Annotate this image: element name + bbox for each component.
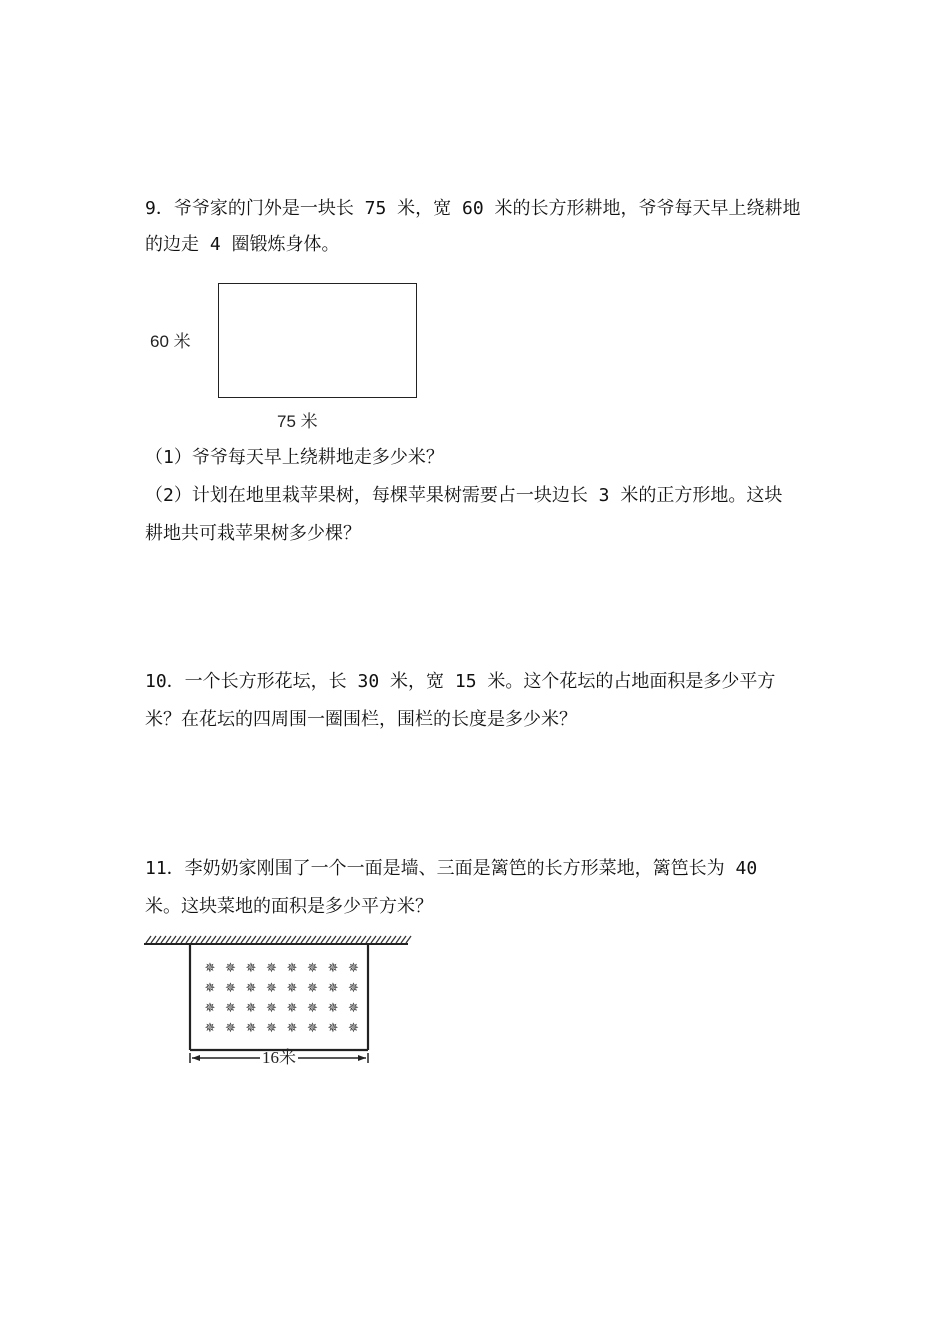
q11-dimension-label: 16米 <box>262 1048 296 1065</box>
wall-hatching <box>144 936 411 944</box>
vegetable-icon: ✵ <box>286 981 298 996</box>
fence-outline <box>190 944 368 1050</box>
wall-hatch-mark <box>146 936 151 943</box>
q9-subquestion-1: （1）爷爷每天早上绕耕地走多少米？ <box>145 447 444 468</box>
wall-hatch-mark <box>176 936 181 943</box>
vegetable-icon: ✵ <box>266 981 277 996</box>
vegetable-icon: ✵ <box>245 1001 257 1016</box>
wall-hatch-mark <box>211 936 216 943</box>
wall-hatch-mark <box>341 936 346 943</box>
wall-hatch-mark <box>291 936 296 943</box>
wall-hatch-mark <box>381 936 386 943</box>
wall-hatch-mark <box>191 936 196 943</box>
vegetable-icon: ✵ <box>348 1021 359 1036</box>
wall-hatch-mark <box>181 936 186 943</box>
vegetable-icon: ✵ <box>225 981 236 996</box>
wall-hatch-mark <box>311 936 316 943</box>
wall-hatch-mark <box>346 936 351 943</box>
wall-hatch-mark <box>321 936 326 943</box>
wall-hatch-mark <box>231 936 236 943</box>
q9-farmland-rectangle <box>218 283 417 398</box>
vegetable-icon: ✵ <box>348 961 359 976</box>
wall-hatch-mark <box>296 936 301 943</box>
vegetable-icon: ✵ <box>204 1001 216 1016</box>
vegetable-icon: ✵ <box>225 1001 236 1016</box>
vegetable-icon: ✵ <box>204 981 216 996</box>
wall-hatch-mark <box>156 936 161 943</box>
wall-hatch-mark <box>256 936 261 943</box>
vegetable-icon: ✵ <box>286 1021 298 1036</box>
vegetable-icon: ✵ <box>225 1021 236 1036</box>
q9-subquestion-2-line2: 耕地共可栽苹果树多少棵？ <box>145 523 361 544</box>
vegetable-icon: ✵ <box>307 981 318 996</box>
wall-hatch-mark <box>326 936 331 943</box>
wall-hatch-mark <box>196 936 201 943</box>
wall-hatch-mark <box>286 936 291 943</box>
vegetable-icon: ✵ <box>327 1021 339 1036</box>
wall-hatch-mark <box>361 936 366 943</box>
wall-hatch-mark <box>216 936 221 943</box>
q9-width-label: 60 米 <box>150 332 191 351</box>
vegetable-icon: ✵ <box>245 961 257 976</box>
q9-text-line2: 的边走 4 圈锻炼身体。 <box>145 234 340 255</box>
wall-hatch-mark <box>151 936 156 943</box>
wall-hatch-mark <box>306 936 311 943</box>
vegetable-icon: ✵ <box>266 961 277 976</box>
q10-text-line1: 10．一个长方形花坛，长 30 米，宽 15 米。这个花坛的占地面积是多少平方 <box>145 671 776 692</box>
wall-hatch-mark <box>241 936 246 943</box>
vegetable-grid <box>205 961 360 1036</box>
wall-hatch-mark <box>331 936 336 943</box>
wall-hatch-mark <box>396 936 401 943</box>
vegetable-icon: ✵ <box>348 1001 359 1016</box>
wall-hatch-mark <box>366 936 371 943</box>
wall-hatch-mark <box>206 936 211 943</box>
vegetable-icon: ✵ <box>204 1021 216 1036</box>
wall-hatch-mark <box>271 936 276 943</box>
vegetable-icon: ✵ <box>286 961 298 976</box>
vegetable-icon: ✵ <box>327 961 339 976</box>
wall-hatch-mark <box>201 936 206 943</box>
wall-hatch-mark <box>406 936 411 943</box>
wall-hatch-mark <box>246 936 251 943</box>
q11-text-line1: 11．李奶奶家刚围了一个一面是墙、三面是篱笆的长方形菜地，篱笆长为 40 <box>145 858 758 879</box>
vegetable-icon: ✵ <box>327 981 339 996</box>
wall-hatch-mark <box>171 936 176 943</box>
wall-hatch-mark <box>161 936 166 943</box>
wall-hatch-mark <box>261 936 266 943</box>
vegetable-icon: ✵ <box>204 961 216 976</box>
wall-hatch-mark <box>226 936 231 943</box>
wall-hatch-mark <box>266 936 271 943</box>
q9-length-label: 75 米 <box>277 412 318 431</box>
wall-hatch-mark <box>391 936 396 943</box>
vegetable-icon: ✵ <box>245 981 257 996</box>
q11-text-line2: 米。这块菜地的面积是多少平方米？ <box>145 896 433 917</box>
wall-hatch-mark <box>376 936 381 943</box>
wall-hatch-mark <box>316 936 321 943</box>
wall-hatch-mark <box>166 936 171 943</box>
wall-hatch-mark <box>186 936 191 943</box>
vegetable-icon: ✵ <box>266 1001 277 1016</box>
vegetable-icon: ✵ <box>348 981 359 996</box>
wall-hatch-mark <box>401 936 406 943</box>
wall-hatch-mark <box>351 936 356 943</box>
q11-garden-diagram <box>142 930 412 1065</box>
wall-hatch-mark <box>251 936 256 943</box>
wall-hatch-mark <box>301 936 306 943</box>
wall-hatch-mark <box>276 936 281 943</box>
wall-hatch-mark <box>236 936 241 943</box>
vegetable-icon: ✵ <box>266 1021 277 1036</box>
wall-hatch-mark <box>336 936 341 943</box>
wall-hatch-mark <box>356 936 361 943</box>
vegetable-icon: ✵ <box>225 961 236 976</box>
vegetable-icon: ✵ <box>307 961 318 976</box>
q10-text-line2: 米？在花坛的四周围一圈围栏，围栏的长度是多少米？ <box>145 709 577 730</box>
q9-subquestion-2-line1: （2）计划在地里栽苹果树，每棵苹果树需要占一块边长 3 米的正方形地。这块 <box>145 485 783 506</box>
wall-hatch-mark <box>371 936 376 943</box>
vegetable-icon: ✵ <box>307 1021 318 1036</box>
wall-hatch-mark <box>281 936 286 943</box>
vegetable-icon: ✵ <box>307 1001 318 1016</box>
vegetable-icon: ✵ <box>245 1021 257 1036</box>
vegetable-icon: ✵ <box>327 1001 339 1016</box>
vegetable-icon: ✵ <box>286 1001 298 1016</box>
wall-hatch-mark <box>221 936 226 943</box>
q9-text-line1: 9．爷爷家的门外是一块长 75 米，宽 60 米的长方形耕地，爷爷每天早上绕耕地 <box>145 198 801 219</box>
wall-hatch-mark <box>386 936 391 943</box>
